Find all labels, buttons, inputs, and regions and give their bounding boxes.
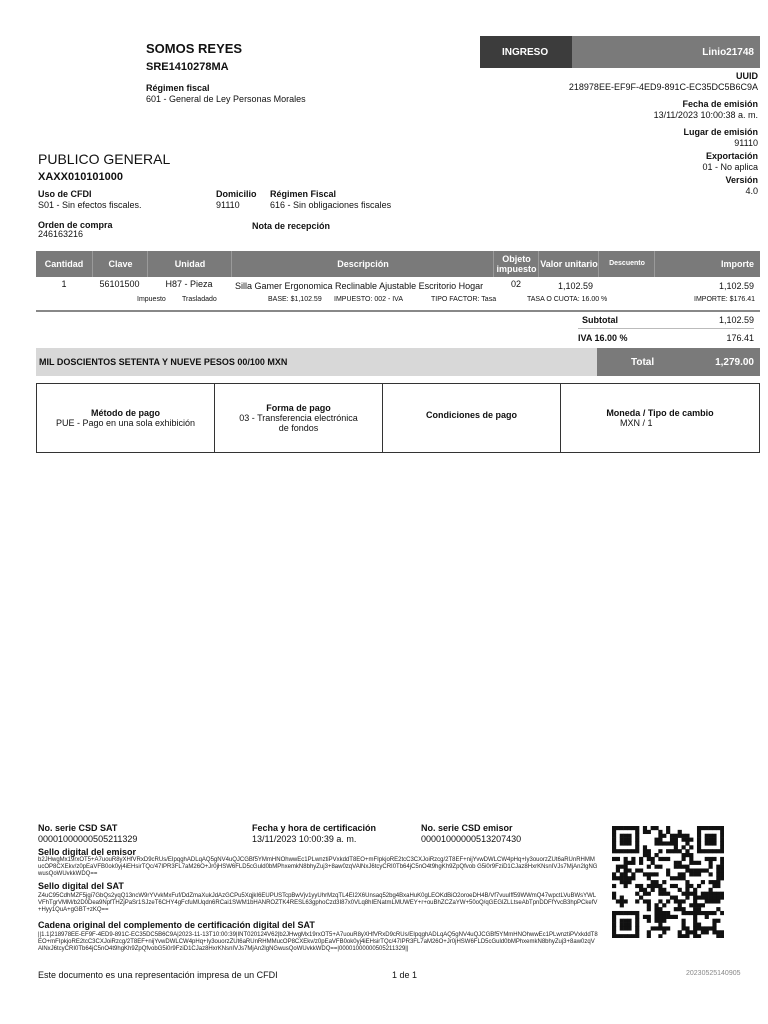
fecha-emision-label: Fecha de emisión <box>682 99 758 109</box>
col-valor-unitario: Valor unitario <box>538 251 599 277</box>
row-descripcion: Silla Gamer Ergonomica Reclinable Ajustable Escritorio Hogar <box>235 281 484 291</box>
version-value: 4.0 <box>745 186 758 196</box>
emisor-nombre: SOMOS REYES <box>146 41 243 56</box>
metodo-pago-label: Método de pago <box>91 408 160 418</box>
payment-box <box>36 383 760 453</box>
row-valor-unitario: 1,102.59 <box>558 281 594 291</box>
tax-tasa: TASA O CUOTA: 16.00 % <box>527 296 608 303</box>
folio: Linio21748 <box>572 36 760 68</box>
condiciones-pago <box>383 384 561 452</box>
fecha-emision-value: 13/11/2023 10:00:38 a. m. <box>653 110 758 120</box>
total-value: 1,279.00 <box>715 357 754 368</box>
iva-value: 176.41 <box>726 333 754 343</box>
col-unidad: Unidad <box>147 251 232 277</box>
serie-csd-sat <box>38 823 137 845</box>
emisor-regimen-label: Régimen fiscal <box>146 83 210 93</box>
header-details <box>498 71 758 197</box>
col-descuento: Descuento <box>598 251 655 277</box>
cadena-original-value: ||1.1|218978EE-EF9F-4ED9-891C-EC35DC5B6C9A|2023-11-13T10:00:39|INT020124V62|b2JHwgMx19rxOT5+A7uouR8yXHfVRxD9cRUs/EIpqghADLqAQ5gNV4uQJCGBf5YMmHNOhwwEc1PLwnztiPVxkddT8EO+mFIpkjoRE2tcC3CXJoiRzcg/2T8EF+nijYvwDWLCW4pHq+Iy3ouorzZUt6aRUnRHMMucOP8CXEkv/z0pEaVFB0ok0yj4iEHsirTQc/47IPR3FL7aM26O+Jr0jHSW6FLD5cGuld0bMPhxemkN8bhyZuj3+8aw0zqVAlNxJ6tcyCRI0Tb64jC5nO4t9hgKh9ZpQfvobG5i0r9FziD1CJaz8HxrKNsnIVJs7MjAn2lgNGwusQoWUvkkWDQ==|00001000000505211329|| <box>38 932 598 952</box>
orden-compra <box>38 221 113 239</box>
condiciones-pago-label: Condiciones de pago <box>425 410 517 420</box>
row-clave: 56101500 <box>99 279 140 289</box>
fecha-certificacion <box>252 823 376 845</box>
moneda-value: MXN / 1 <box>620 418 653 428</box>
domicilio-label: Domicilio <box>216 189 257 199</box>
receptor-regimen <box>270 189 391 211</box>
emisor-regimen-value: 601 - General de Ley Personas Morales <box>146 94 306 104</box>
orden-compra-label: Orden de compra <box>38 220 113 230</box>
receptor-nombre: PUBLICO GENERAL <box>38 151 171 167</box>
iva-label: IVA 16.00 % <box>578 333 628 343</box>
fecha-certificacion-value: 13/11/2023 10:00:39 a. m. <box>252 834 357 844</box>
tax-trasladado: Trasladado <box>182 296 217 303</box>
serie-csd-sat-value: 00001000000505211329 <box>38 834 138 844</box>
uso-cfdi <box>38 189 142 211</box>
receptor-rfc: XAXX010101000 <box>38 171 124 183</box>
forma-pago <box>215 384 383 452</box>
nota-recepcion-label: Nota de recepción <box>252 221 331 231</box>
items-table-header <box>36 251 760 277</box>
qr-code <box>612 826 724 938</box>
serie-csd-emisor-label: No. serie CSD emisor <box>421 823 513 833</box>
page-number: 1 de 1 <box>392 970 418 980</box>
col-cantidad: Cantidad <box>44 259 84 269</box>
tax-impuesto-code: IMPUESTO: 002 - IVA <box>334 296 403 303</box>
sello-emisor-label: Sello digital del emisor <box>38 847 137 857</box>
row-unidad: H87 - Pieza <box>165 279 213 289</box>
sello-sat-label: Sello digital del SAT <box>38 881 124 891</box>
orden-compra-value: 246163216 <box>38 229 84 239</box>
col-descripcion: Descripción <box>231 251 494 277</box>
table-divider <box>36 310 760 312</box>
tipo-comprobante: INGRESO <box>480 36 572 68</box>
total-box <box>597 348 760 376</box>
uuid-label: UUID <box>736 71 758 81</box>
document-code: 20230525140905 <box>686 970 741 977</box>
lugar-emision-value: 91110 <box>734 138 758 148</box>
row-importe: 1,102.59 <box>718 281 754 291</box>
receptor-regimen-value: 616 - Sin obligaciones fiscales <box>270 200 392 210</box>
fecha-certificacion-label: Fecha y hora de certificación <box>252 823 377 833</box>
row-cantidad: 1 <box>61 279 67 289</box>
leyenda-cfdi: Este documento es una representación impresa de un CFDI <box>38 970 278 980</box>
cadena-original-label: Cadena original del complemento de certificación digital del SAT <box>38 920 315 930</box>
version-label: Versión <box>725 175 758 185</box>
col-objeto-impuesto: Objeto impuesto <box>493 251 539 277</box>
receptor-regimen-label: Régimen Fiscal <box>270 189 337 199</box>
tax-base: BASE: $1,102.59 <box>268 296 322 303</box>
moneda-label: Moneda / Tipo de cambio <box>606 408 714 418</box>
total-label: Total <box>631 357 655 368</box>
total-en-letra: MIL DOSCIENTOS SETENTA Y NUEVE PESOS 00/100 MXN <box>39 357 288 367</box>
col-clave: Clave <box>92 251 148 277</box>
exportacion-value: 01 - No aplica <box>702 162 758 172</box>
forma-pago-label: Forma de pago <box>266 403 331 413</box>
tax-impuesto: Impuesto <box>137 296 166 303</box>
forma-pago-value: 03 - Transferencia electrónica de fondos <box>239 413 358 433</box>
moneda <box>561 384 759 452</box>
tax-tipo-factor: TIPO FACTOR: Tasa <box>431 296 497 303</box>
tax-importe: IMPORTE: $176.41 <box>694 296 755 303</box>
serie-csd-sat-label: No. serie CSD SAT <box>38 823 118 833</box>
serie-csd-emisor-value: 00001000000513207430 <box>421 834 522 844</box>
uuid-value: 218978EE-EF9F-4ED9-891C-EC35DC5B6C9A <box>568 82 758 92</box>
domicilio-value: 91110 <box>216 200 240 210</box>
subtotal-label: Subtotal <box>582 315 618 325</box>
sello-sat-value: Z4uC95CdhMZF5jgi7GbQs2yqQ13ncW9rYVvkMxFuf/DdZmaXukJdAzGCPu5XqjkI6EUPUSTcpBwVjv1yyUhrMzqTL4EI2X6Unsaq52bg4BxaHuK0gLEOKdBiO2oroeDH4B/Vf7vuuIff59WWmQ47wpctLVuBWsYWLVFhTgrVMM/b2D0Dea9NpfTHZjPaSr1SJzeT6CHY4gFcfuMUqdn6RCai1SWM1bHANROZTK4RESL63gphoCzd3I87x0VLq8hIENatmLMUWEY+r+ouBhZCZaYW+50oQ/qGEGlZLLtseAbTpnDDFfYvcB3hpPCkefV+Hyy1QuA+gGBT+zKQ== <box>38 893 598 913</box>
exportacion-label: Exportación <box>705 151 758 161</box>
col-importe: Importe <box>654 251 760 277</box>
subtotal-divider <box>578 328 754 329</box>
domicilio <box>216 189 257 211</box>
emisor-rfc: SRE1410278MA <box>146 61 229 73</box>
uso-cfdi-value: S01 - Sin efectos fiscales. <box>38 200 142 210</box>
subtotal-value: 1,102.59 <box>718 315 754 325</box>
metodo-pago <box>37 384 215 452</box>
row-objeto: 02 <box>511 279 522 289</box>
metodo-pago-value: PUE - Pago en una sola exhibición <box>55 418 196 428</box>
tipo-comprobante-bar <box>480 36 760 68</box>
serie-csd-emisor <box>421 823 521 845</box>
uso-cfdi-label: Uso de CFDI <box>38 189 92 199</box>
lugar-emision-label: Lugar de emisión <box>683 127 758 137</box>
sello-emisor-value: b2JHwgMx19rxOT5+A7uouR8yXHfVRxD9cRUs/EIpqghADLqAQ5gNV4uQJCGBf5YMmHNOhwwEc1PLwnztiPVxkddT8EO+mFIpkjoRE2tcC3CXJoiRzcg/2T8EF+nijYvwDWLCW4pHq+Iy3ouorzZUt6aRUnRHMMucOP8CXEkv/z0pEaVFB0ok0yj4iEHsirTQc/47IPR3FL7aM26O+Jr0jHSW6FLD5cGuld0bMPhxemkN8bhyZuj3+8aw0zqVAlNxJ6tcyCRI0Tb64jC5nO4t9hgKh9ZpQfvob G5i0r9FziD1CJaz8HxrKNsnIVJs7MjAn2lgNGwusQoWUvkkWDQ== <box>38 857 598 877</box>
